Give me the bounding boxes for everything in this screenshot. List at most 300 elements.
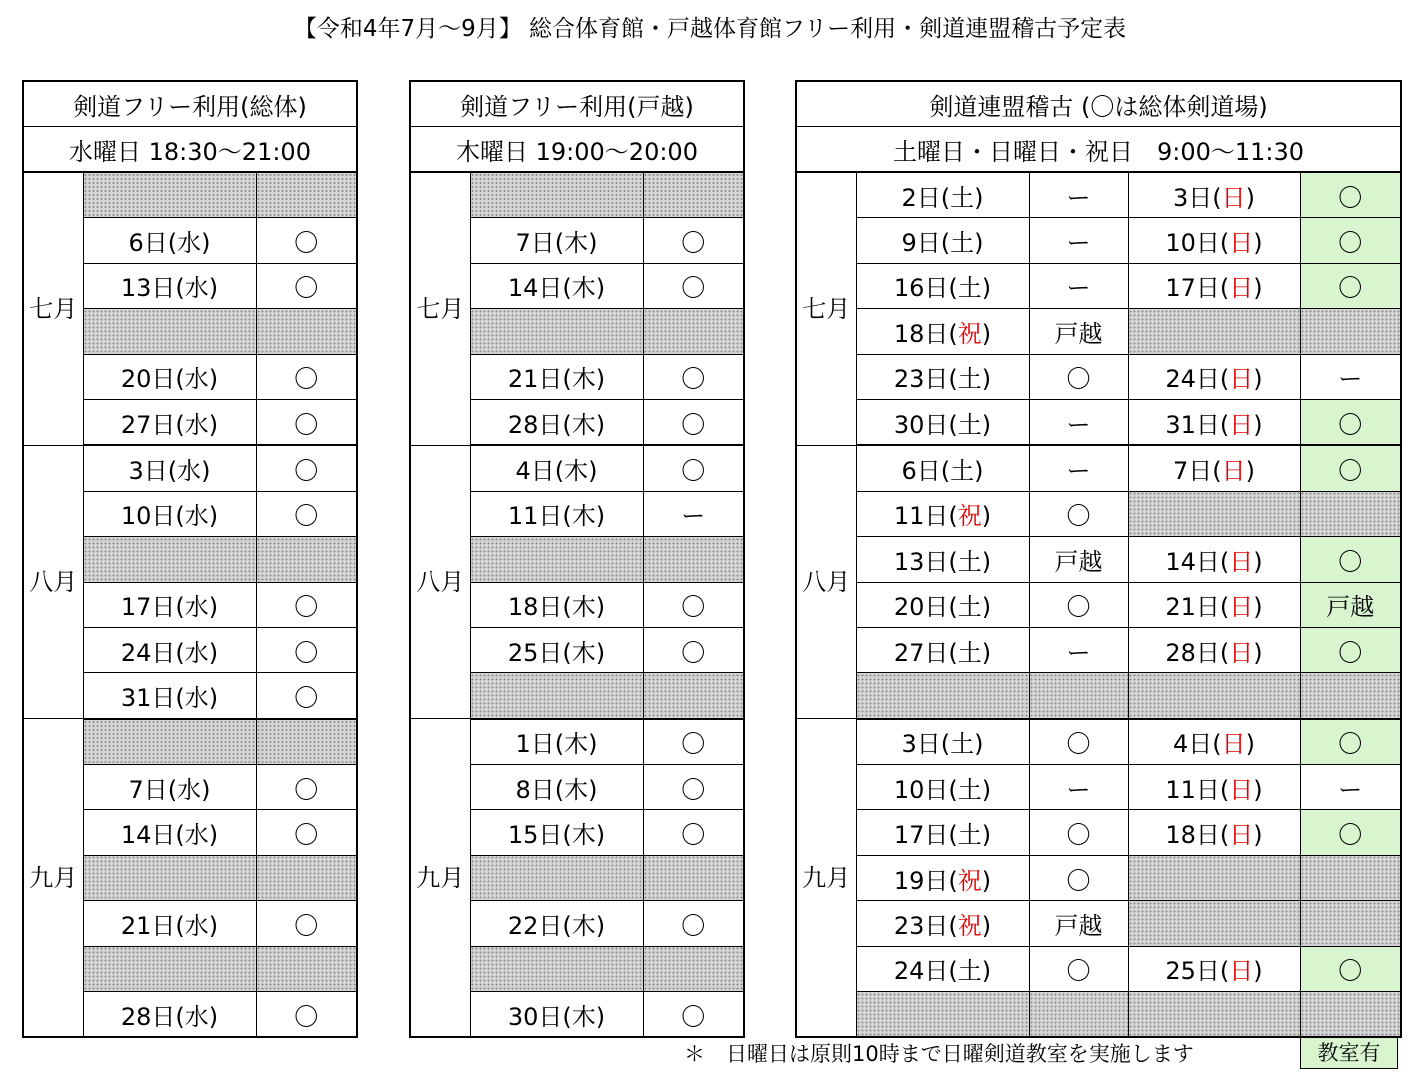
saturday-date-cell — [856, 901, 1029, 946]
sunday-date-cell — [1128, 218, 1300, 263]
date-cell — [83, 946, 256, 991]
date-cell — [83, 855, 256, 900]
mark-cell: 〇 — [643, 582, 744, 627]
date-cell: 15日(木) — [470, 810, 643, 855]
paren-close: ) — [981, 502, 992, 531]
paren-open: ( — [948, 866, 958, 895]
paren-open: ( — [948, 911, 958, 940]
saturday-date-cell — [856, 765, 1029, 810]
table-row — [796, 309, 1401, 354]
day-number: 11日 — [1165, 775, 1220, 804]
date-cell — [83, 537, 256, 582]
date-cell: 18日(木) — [470, 582, 643, 627]
paren-open: ( — [948, 410, 958, 439]
paren-close: ) — [974, 229, 984, 258]
paren-close: ) — [1253, 593, 1263, 622]
date-cell: 8日(木) — [470, 765, 643, 810]
saturday-date-cell — [856, 673, 1029, 719]
date-cell: 20日(水) — [83, 354, 256, 399]
mark-cell: 〇 — [256, 673, 357, 719]
sunday-date-cell — [1128, 901, 1300, 946]
sunday-date-cell — [1128, 992, 1300, 1038]
month-label: 八月 — [410, 445, 470, 718]
paren-open: ( — [948, 957, 958, 986]
date-cell: 4日(木) — [470, 445, 643, 491]
day-number: 20日 — [893, 593, 949, 622]
table-row — [796, 765, 1401, 810]
mark-cell: 〇 — [643, 399, 744, 445]
paren-open: ( — [1212, 457, 1222, 486]
weekday: 土 — [957, 593, 982, 622]
paren-open: ( — [1219, 365, 1230, 394]
saturday-date-cell — [856, 172, 1029, 218]
sunday-mark-cell: ー — [1300, 354, 1401, 399]
date-cell — [470, 309, 643, 354]
weekday: 土 — [957, 274, 982, 303]
table-row — [410, 445, 744, 491]
paren-close: ) — [1253, 957, 1263, 986]
time-header: 土曜日・日曜日・祝日 9:00～11:30 — [796, 127, 1401, 173]
saturday-date-cell — [856, 582, 1029, 627]
day-number: 27日 — [893, 638, 949, 667]
mark-cell: 〇 — [256, 399, 357, 445]
paren-close: ) — [981, 410, 992, 439]
date-cell: 14日(水) — [83, 810, 256, 855]
saturday-mark-cell: ー — [1029, 627, 1128, 672]
date-cell: 11日(木) — [470, 491, 643, 536]
paren-close: ) — [1253, 821, 1263, 850]
mark-cell: 〇 — [256, 582, 357, 627]
mark-cell — [643, 537, 744, 582]
day-number: 13日 — [893, 547, 949, 576]
table-row — [796, 218, 1401, 263]
saturday-mark-cell: 〇 — [1029, 855, 1128, 900]
sunday-mark-cell — [1300, 992, 1401, 1038]
saturday-mark-cell: ー — [1029, 172, 1128, 218]
mark-cell: 〇 — [256, 901, 357, 946]
paren-open: ( — [1219, 638, 1230, 667]
weekday: 日 — [1229, 365, 1254, 394]
table-row — [796, 263, 1401, 308]
legend-classroom: 教室有 — [1300, 1037, 1398, 1069]
table-row — [796, 399, 1401, 445]
paren-close: ) — [974, 730, 984, 759]
mark-cell — [256, 719, 357, 765]
paren-close: ) — [981, 274, 992, 303]
saturday-date-cell — [856, 946, 1029, 991]
mark-cell: 〇 — [643, 263, 744, 308]
sunday-date-cell — [1128, 263, 1300, 308]
date-cell: 24日(水) — [83, 627, 256, 672]
weekday: 日 — [1221, 183, 1246, 212]
table-row — [796, 992, 1401, 1038]
saturday-date-cell — [856, 537, 1029, 582]
date-cell: 22日(木) — [470, 901, 643, 946]
day-number: 7日 — [1172, 457, 1213, 486]
day-number: 21日 — [1165, 593, 1220, 622]
table-row — [796, 901, 1401, 946]
saturday-date-cell — [856, 218, 1029, 263]
date-cell: 1日(木) — [470, 719, 643, 765]
saturday-date-cell — [856, 855, 1029, 900]
table-row — [410, 719, 744, 765]
paren-close: ) — [974, 457, 984, 486]
paren-close: ) — [974, 183, 984, 212]
paren-close: ) — [1245, 730, 1256, 759]
date-cell: 30日(木) — [470, 992, 643, 1038]
free-use-sotai-table — [22, 80, 358, 1038]
weekday: 日 — [1229, 229, 1254, 258]
time-header: 水曜日 18:30～21:00 — [23, 127, 357, 173]
paren-close: ) — [981, 319, 992, 348]
table-row — [796, 719, 1401, 765]
table-row — [796, 172, 1401, 218]
month-label: 八月 — [796, 445, 856, 718]
mark-cell: 〇 — [256, 627, 357, 672]
day-number: 19日 — [893, 866, 949, 895]
mark-cell — [256, 172, 357, 218]
day-number: 14日 — [1165, 547, 1220, 576]
date-cell: 7日(水) — [83, 765, 256, 810]
mark-cell: 〇 — [643, 354, 744, 399]
table-row — [796, 946, 1401, 991]
weekday: 土 — [957, 638, 982, 667]
sunday-mark-cell: 〇 — [1300, 172, 1401, 218]
weekday: 祝 — [957, 911, 982, 940]
saturday-mark-cell: 〇 — [1029, 582, 1128, 627]
sunday-mark-cell: 〇 — [1300, 627, 1401, 672]
sunday-mark-cell: 〇 — [1300, 263, 1401, 308]
paren-open: ( — [1219, 957, 1230, 986]
saturday-date-cell — [856, 992, 1029, 1038]
date-cell — [470, 172, 643, 218]
weekday: 土 — [957, 365, 982, 394]
saturday-date-cell — [856, 309, 1029, 354]
mark-cell: 〇 — [643, 810, 744, 855]
month-label: 七月 — [23, 172, 83, 445]
mark-cell — [256, 946, 357, 991]
date-cell: 21日(水) — [83, 901, 256, 946]
weekday: 日 — [1229, 593, 1254, 622]
paren-open: ( — [1219, 547, 1230, 576]
sunday-date-cell — [1128, 491, 1300, 536]
weekday: 土 — [950, 730, 975, 759]
sunday-date-cell — [1128, 673, 1300, 719]
day-number: 10日 — [1165, 229, 1220, 258]
paren-close: ) — [1253, 410, 1263, 439]
day-number: 24日 — [893, 957, 949, 986]
table-row — [796, 673, 1401, 719]
mark-cell: 〇 — [643, 765, 744, 810]
table-row — [23, 445, 357, 491]
mark-cell: 〇 — [256, 765, 357, 810]
mark-cell — [643, 309, 744, 354]
mark-cell: 〇 — [643, 445, 744, 491]
paren-open: ( — [948, 775, 958, 804]
free-use-togoshi-table — [409, 80, 745, 1038]
table-row — [796, 810, 1401, 855]
mark-cell — [256, 855, 357, 900]
date-cell: 7日(木) — [470, 218, 643, 263]
weekday: 土 — [950, 183, 975, 212]
saturday-mark-cell: 〇 — [1029, 354, 1128, 399]
weekday: 日 — [1229, 274, 1254, 303]
table-row — [796, 582, 1401, 627]
saturday-mark-cell: 戸越 — [1029, 537, 1128, 582]
saturday-date-cell — [856, 719, 1029, 765]
day-number: 3日 — [901, 730, 941, 759]
paren-open: ( — [1219, 274, 1230, 303]
footnote: ＊ 日曜日は原則10時まで日曜剣道教室を実施します — [684, 1042, 1194, 1066]
sunday-mark-cell: ー — [1300, 765, 1401, 810]
sunday-mark-cell: 〇 — [1300, 810, 1401, 855]
sunday-date-cell — [1128, 399, 1300, 445]
table-header: 剣道フリー利用(総体) — [23, 81, 357, 127]
day-number: 11日 — [893, 502, 949, 531]
weekday: 日 — [1229, 547, 1254, 576]
sunday-mark-cell: 〇 — [1300, 218, 1401, 263]
sunday-date-cell — [1128, 537, 1300, 582]
day-number: 3日 — [1172, 183, 1213, 212]
sunday-mark-cell: 戸越 — [1300, 582, 1401, 627]
paren-close: ) — [981, 547, 992, 576]
sunday-mark-cell — [1300, 901, 1401, 946]
weekday: 土 — [957, 821, 982, 850]
mark-cell: 〇 — [256, 218, 357, 263]
mark-cell: 〇 — [643, 218, 744, 263]
sunday-date-cell — [1128, 627, 1300, 672]
table-row — [796, 627, 1401, 672]
table-row — [23, 719, 357, 765]
date-cell: 27日(水) — [83, 399, 256, 445]
paren-open: ( — [1212, 183, 1222, 212]
date-cell — [470, 855, 643, 900]
weekday: 日 — [1229, 410, 1254, 439]
saturday-mark-cell: 戸越 — [1029, 901, 1128, 946]
saturday-date-cell — [856, 445, 1029, 491]
mark-cell: 〇 — [643, 627, 744, 672]
date-cell: 13日(水) — [83, 263, 256, 308]
day-number: 6日 — [901, 457, 941, 486]
weekday: 日 — [1221, 730, 1246, 759]
weekday: 土 — [957, 775, 982, 804]
table-row — [23, 172, 357, 218]
saturday-mark-cell: 〇 — [1029, 719, 1128, 765]
date-cell — [470, 946, 643, 991]
sunday-date-cell — [1128, 855, 1300, 900]
day-number: 18日 — [893, 319, 949, 348]
mark-cell: 〇 — [256, 354, 357, 399]
saturday-mark-cell — [1029, 992, 1128, 1038]
weekday: 日 — [1229, 775, 1254, 804]
month-label: 九月 — [796, 719, 856, 1038]
sunday-mark-cell — [1300, 309, 1401, 354]
date-cell — [470, 537, 643, 582]
paren-close: ) — [981, 593, 992, 622]
day-number: 25日 — [1165, 957, 1220, 986]
paren-close: ) — [981, 911, 992, 940]
saturday-mark-cell: 〇 — [1029, 946, 1128, 991]
day-number: 16日 — [893, 274, 949, 303]
saturday-date-cell — [856, 263, 1029, 308]
day-number: 17日 — [1165, 274, 1220, 303]
date-cell: 28日(水) — [83, 992, 256, 1038]
table-row — [796, 537, 1401, 582]
weekday: 日 — [1221, 457, 1246, 486]
saturday-mark-cell: 〇 — [1029, 810, 1128, 855]
paren-open: ( — [948, 821, 958, 850]
date-cell: 28日(木) — [470, 399, 643, 445]
mark-cell: 〇 — [256, 263, 357, 308]
paren-open: ( — [940, 229, 951, 258]
mark-cell: 〇 — [643, 992, 744, 1038]
sunday-date-cell — [1128, 582, 1300, 627]
sunday-mark-cell: 〇 — [1300, 445, 1401, 491]
sunday-date-cell — [1128, 765, 1300, 810]
date-cell: 25日(木) — [470, 627, 643, 672]
paren-close: ) — [981, 957, 992, 986]
paren-close: ) — [981, 866, 992, 895]
paren-open: ( — [1219, 775, 1230, 804]
sunday-mark-cell: 〇 — [1300, 399, 1401, 445]
paren-open: ( — [948, 638, 958, 667]
date-cell: 10日(水) — [83, 491, 256, 536]
paren-close: ) — [981, 775, 992, 804]
saturday-mark-cell — [1029, 673, 1128, 719]
weekday: 日 — [1229, 821, 1254, 850]
mark-cell: 〇 — [256, 992, 357, 1038]
day-number: 23日 — [893, 911, 949, 940]
paren-open: ( — [1219, 229, 1230, 258]
day-number: 28日 — [1165, 638, 1220, 667]
mark-cell — [643, 855, 744, 900]
paren-open: ( — [948, 319, 958, 348]
date-cell: 17日(水) — [83, 582, 256, 627]
date-cell — [470, 673, 643, 719]
mark-cell: 〇 — [643, 901, 744, 946]
day-number: 18日 — [1165, 821, 1220, 850]
page-title: 【令和4年7月～9月】 総合体育館・戸越体育館フリー利用・剣道連盟稽古予定表 — [293, 16, 1127, 42]
day-number: 30日 — [893, 410, 949, 439]
paren-close: ) — [1253, 274, 1263, 303]
weekday: 祝 — [957, 319, 982, 348]
paren-close: ) — [981, 638, 992, 667]
date-cell — [83, 719, 256, 765]
mark-cell: 〇 — [643, 719, 744, 765]
paren-open: ( — [1219, 593, 1230, 622]
paren-open: ( — [940, 457, 951, 486]
paren-close: ) — [981, 365, 992, 394]
saturday-mark-cell: 〇 — [1029, 491, 1128, 536]
day-number: 31日 — [1165, 410, 1220, 439]
paren-open: ( — [1212, 730, 1222, 759]
date-cell — [83, 309, 256, 354]
day-number: 4日 — [1172, 730, 1213, 759]
paren-close: ) — [1245, 457, 1256, 486]
day-number: 17日 — [893, 821, 949, 850]
sunday-date-cell — [1128, 309, 1300, 354]
month-label: 七月 — [796, 172, 856, 445]
paren-open: ( — [940, 183, 951, 212]
mark-cell: 〇 — [256, 491, 357, 536]
month-label: 九月 — [410, 719, 470, 1038]
saturday-date-cell — [856, 354, 1029, 399]
saturday-mark-cell: ー — [1029, 765, 1128, 810]
saturday-date-cell — [856, 491, 1029, 536]
weekday: 祝 — [957, 502, 982, 531]
saturday-mark-cell: ー — [1029, 218, 1128, 263]
mark-cell — [256, 309, 357, 354]
date-cell: 31日(水) — [83, 673, 256, 719]
mark-cell — [643, 673, 744, 719]
sunday-mark-cell — [1300, 855, 1401, 900]
time-header: 木曜日 19:00～20:00 — [410, 127, 744, 173]
date-cell: 6日(水) — [83, 218, 256, 263]
paren-close: ) — [1253, 547, 1263, 576]
kendo-federation-practice-table — [795, 80, 1402, 1038]
weekday: 土 — [957, 957, 982, 986]
weekday: 祝 — [957, 866, 982, 895]
day-number: 9日 — [901, 229, 941, 258]
table-row — [796, 445, 1401, 491]
day-number: 2日 — [901, 183, 941, 212]
saturday-mark-cell: ー — [1029, 399, 1128, 445]
paren-close: ) — [1253, 775, 1263, 804]
table-header: 剣道フリー利用(戸越) — [410, 81, 744, 127]
paren-close: ) — [1253, 638, 1263, 667]
paren-close: ) — [981, 821, 992, 850]
sunday-mark-cell: 〇 — [1300, 537, 1401, 582]
table-row — [796, 354, 1401, 399]
paren-open: ( — [948, 502, 958, 531]
date-cell — [83, 172, 256, 218]
paren-close: ) — [1253, 229, 1263, 258]
date-cell: 3日(水) — [83, 445, 256, 491]
sunday-date-cell — [1128, 946, 1300, 991]
day-number: 10日 — [893, 775, 949, 804]
weekday: 土 — [957, 410, 982, 439]
paren-open: ( — [948, 365, 958, 394]
table-row — [410, 172, 744, 218]
weekday: 日 — [1229, 638, 1254, 667]
saturday-mark-cell: ー — [1029, 445, 1128, 491]
month-label: 九月 — [23, 719, 83, 1038]
day-number: 23日 — [893, 365, 949, 394]
mark-cell — [643, 946, 744, 991]
paren-open: ( — [1219, 821, 1230, 850]
mark-cell: 〇 — [256, 445, 357, 491]
sunday-mark-cell: 〇 — [1300, 719, 1401, 765]
sunday-mark-cell: 〇 — [1300, 946, 1401, 991]
paren-open: ( — [1219, 410, 1230, 439]
saturday-mark-cell: 戸越 — [1029, 309, 1128, 354]
saturday-date-cell — [856, 399, 1029, 445]
saturday-date-cell — [856, 627, 1029, 672]
paren-open: ( — [940, 730, 951, 759]
saturday-date-cell — [856, 810, 1029, 855]
sunday-mark-cell — [1300, 491, 1401, 536]
weekday: 土 — [950, 457, 975, 486]
sunday-date-cell — [1128, 445, 1300, 491]
sunday-date-cell — [1128, 354, 1300, 399]
sunday-date-cell — [1128, 719, 1300, 765]
mark-cell — [643, 172, 744, 218]
sunday-date-cell — [1128, 810, 1300, 855]
mark-cell: 〇 — [256, 810, 357, 855]
paren-open: ( — [948, 274, 958, 303]
mark-cell — [256, 537, 357, 582]
table-row — [796, 855, 1401, 900]
